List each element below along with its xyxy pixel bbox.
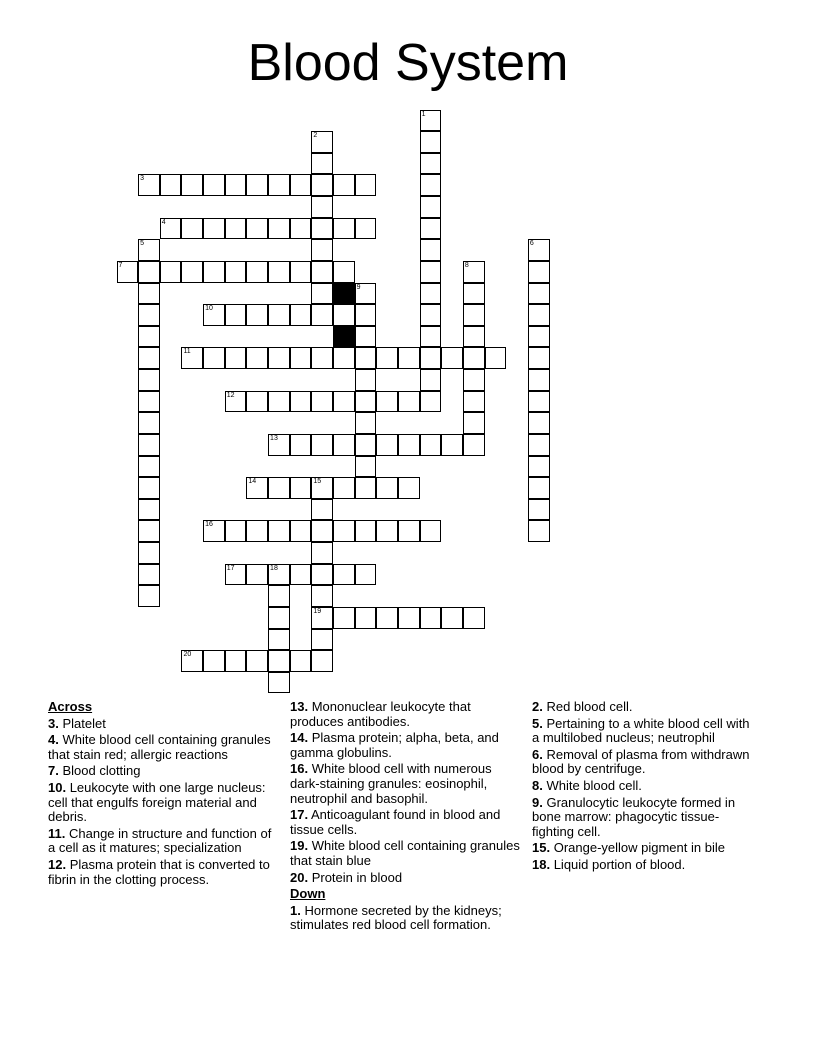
- grid-cell[interactable]: [311, 499, 333, 521]
- grid-cell[interactable]: [420, 239, 442, 261]
- clue-number: 19.: [290, 838, 309, 854]
- grid-cell[interactable]: [268, 477, 290, 499]
- grid-cell[interactable]: [420, 174, 442, 196]
- grid-cell[interactable]: [441, 347, 463, 369]
- across-clue: [290, 700, 522, 729]
- grid-cell[interactable]: [311, 434, 333, 456]
- cell-number: 18: [270, 564, 278, 572]
- clue-text: Pertaining to a white blood cell with a multilobed nucleus; neutrophil: [532, 715, 750, 746]
- clue-number: 7.: [48, 763, 59, 779]
- clue-text: White blood cell containing granules that stain blue: [290, 838, 520, 868]
- clue-number: 5.: [532, 715, 543, 731]
- grid-cell[interactable]: [246, 304, 268, 326]
- clue-text: Anticoagulant found in blood and tissue cells.: [290, 807, 501, 837]
- clue-number: 17.: [290, 807, 309, 823]
- grid-cell[interactable]: [268, 585, 290, 607]
- cell-number: 3: [140, 175, 145, 183]
- grid-cell[interactable]: [528, 261, 550, 283]
- grid-cell[interactable]: [181, 218, 203, 240]
- grid-cell[interactable]: [355, 326, 377, 348]
- clue-number: 16.: [290, 761, 309, 777]
- grid-cell[interactable]: [333, 607, 355, 629]
- clue-column-2: [290, 700, 522, 935]
- grid-cell[interactable]: [333, 218, 355, 240]
- clue-text: Change in structure and function of a cell as it matures; specialization: [48, 825, 272, 856]
- grid-cell[interactable]: [311, 153, 333, 175]
- grid-cell[interactable]: [268, 434, 290, 456]
- grid-cell[interactable]: [203, 650, 225, 672]
- clue-number: 4.: [48, 732, 59, 748]
- grid-cell[interactable]: [485, 347, 507, 369]
- grid-cell[interactable]: [268, 607, 290, 629]
- grid-cell[interactable]: [355, 607, 377, 629]
- grid-cell[interactable]: [420, 110, 442, 132]
- grid-cell[interactable]: [376, 434, 398, 456]
- grid-cell[interactable]: [528, 434, 550, 456]
- across-clue: [290, 871, 522, 886]
- grid-cell[interactable]: [463, 283, 485, 305]
- down-clue: [532, 717, 757, 746]
- grid-cell[interactable]: [420, 304, 442, 326]
- cell-number: 2: [313, 132, 318, 140]
- grid-cell[interactable]: [463, 607, 485, 629]
- grid-cell[interactable]: [138, 304, 160, 326]
- grid-cell[interactable]: [420, 434, 442, 456]
- cell-number: 8: [464, 261, 469, 269]
- grid-cell[interactable]: [376, 477, 398, 499]
- grid-cell[interactable]: [398, 391, 420, 413]
- cell-number: 13: [270, 434, 278, 442]
- grid-cell[interactable]: [528, 456, 550, 478]
- grid-cell[interactable]: [463, 261, 485, 283]
- grid-cell[interactable]: [203, 520, 225, 542]
- grid-cell[interactable]: [463, 326, 485, 348]
- grid-cell[interactable]: [355, 520, 377, 542]
- down-clue: [532, 796, 757, 840]
- grid-cell[interactable]: [290, 218, 312, 240]
- grid-cell[interactable]: [463, 304, 485, 326]
- grid-cell[interactable]: [333, 347, 355, 369]
- grid-cell[interactable]: [463, 369, 485, 391]
- grid-cell[interactable]: [138, 369, 160, 391]
- clue-text: Red blood cell.: [546, 699, 633, 714]
- grid-cell[interactable]: [225, 261, 247, 283]
- grid-cell[interactable]: [203, 261, 225, 283]
- grid-cell[interactable]: [398, 520, 420, 542]
- cell-number: 16: [205, 521, 213, 529]
- black-cell: [333, 283, 355, 305]
- across-clue: [290, 839, 522, 868]
- clue-number: 20.: [290, 869, 309, 885]
- grid-cell[interactable]: [290, 477, 312, 499]
- clue-number: 12.: [48, 856, 67, 872]
- grid-cell[interactable]: [181, 261, 203, 283]
- clue-number: 9.: [532, 794, 543, 810]
- grid-cell[interactable]: [333, 261, 355, 283]
- grid-cell[interactable]: [355, 412, 377, 434]
- grid-cell[interactable]: [246, 174, 268, 196]
- grid-cell[interactable]: [138, 499, 160, 521]
- clue-number: 14.: [290, 730, 309, 746]
- grid-cell[interactable]: [225, 174, 247, 196]
- grid-cell[interactable]: [528, 520, 550, 542]
- grid-cell[interactable]: [333, 174, 355, 196]
- grid-cell[interactable]: [420, 520, 442, 542]
- grid-cell[interactable]: [376, 391, 398, 413]
- down-clue: [532, 748, 757, 777]
- grid-cell[interactable]: [246, 347, 268, 369]
- grid-cell[interactable]: [160, 218, 182, 240]
- cell-number: 7: [118, 261, 123, 269]
- down-clue: [532, 858, 757, 873]
- clue-text: White blood cell with numerous dark-staining granules: eosinophil, neutrophil and basophil.: [290, 761, 492, 806]
- grid-cell[interactable]: [225, 391, 247, 413]
- cell-number: 11: [183, 348, 191, 356]
- cell-number: 6: [529, 240, 534, 248]
- grid-cell[interactable]: [311, 196, 333, 218]
- grid-cell[interactable]: [528, 326, 550, 348]
- cell-number: 14: [248, 478, 257, 486]
- across-clue: [290, 731, 522, 760]
- clue-text: Granulocytic leukocyte formed in bone marrow: phagocytic tissue-fighting cell.: [532, 794, 736, 839]
- grid-cell[interactable]: [441, 434, 463, 456]
- cell-number: 19: [313, 607, 322, 615]
- grid-cell[interactable]: [138, 456, 160, 478]
- grid-cell[interactable]: [420, 326, 442, 348]
- grid-cell[interactable]: [246, 520, 268, 542]
- grid-cell[interactable]: [311, 391, 333, 413]
- grid-cell[interactable]: [355, 456, 377, 478]
- grid-cell[interactable]: [311, 607, 333, 629]
- grid-cell[interactable]: [138, 434, 160, 456]
- grid-cell[interactable]: [138, 542, 160, 564]
- down-heading: Down: [290, 886, 326, 902]
- grid-cell[interactable]: [181, 174, 203, 196]
- clue-number: 1.: [290, 902, 301, 918]
- cell-number: 1: [421, 110, 426, 118]
- clue-text: Hormone secreted by the kidneys; stimulates red blood cell formation.: [290, 902, 502, 933]
- cell-number: 4: [161, 218, 166, 226]
- grid-cell[interactable]: [420, 196, 442, 218]
- grid-cell[interactable]: [311, 650, 333, 672]
- grid-cell[interactable]: [225, 304, 247, 326]
- black-cell: [333, 326, 355, 348]
- grid-cell[interactable]: [528, 477, 550, 499]
- clue-text: Orange-yellow pigment in bile: [553, 840, 725, 856]
- grid-cell[interactable]: [463, 412, 485, 434]
- grid-cell[interactable]: [528, 369, 550, 391]
- grid-cell[interactable]: [246, 218, 268, 240]
- grid-cell[interactable]: [420, 283, 442, 305]
- grid-cell[interactable]: [268, 261, 290, 283]
- grid-cell[interactable]: [203, 218, 225, 240]
- grid-cell[interactable]: [138, 174, 160, 196]
- grid-cell[interactable]: [268, 391, 290, 413]
- grid-cell[interactable]: [420, 261, 442, 283]
- grid-cell[interactable]: [420, 607, 442, 629]
- grid-cell[interactable]: [311, 261, 333, 283]
- grid-cell[interactable]: [311, 218, 333, 240]
- grid-cell[interactable]: [333, 434, 355, 456]
- grid-cell[interactable]: [138, 261, 160, 283]
- clue-text: Protein in blood: [311, 869, 403, 885]
- grid-cell[interactable]: [290, 434, 312, 456]
- grid-cell[interactable]: [203, 174, 225, 196]
- grid-cell[interactable]: [311, 131, 333, 153]
- grid-cell[interactable]: [290, 520, 312, 542]
- grid-cell[interactable]: [160, 174, 182, 196]
- grid-cell[interactable]: [355, 391, 377, 413]
- clue-text: Liquid portion of blood.: [553, 856, 686, 872]
- grid-cell[interactable]: [311, 629, 333, 651]
- grid-cell[interactable]: [268, 650, 290, 672]
- grid-cell[interactable]: [420, 218, 442, 240]
- across-clue: [48, 733, 273, 762]
- grid-cell[interactable]: [333, 564, 355, 586]
- grid-cell[interactable]: [333, 391, 355, 413]
- grid-cell[interactable]: [376, 520, 398, 542]
- grid-cell[interactable]: [355, 347, 377, 369]
- grid-cell[interactable]: [268, 347, 290, 369]
- grid-cell[interactable]: [311, 347, 333, 369]
- grid-cell[interactable]: [311, 239, 333, 261]
- grid-cell[interactable]: [311, 304, 333, 326]
- grid-cell[interactable]: [355, 477, 377, 499]
- clue-text: Leukocyte with one large nucleus: cell that engulfs foreign material and debris.: [48, 779, 266, 825]
- cell-number: 12: [226, 391, 235, 399]
- grid-cell[interactable]: [290, 347, 312, 369]
- clue-number: 11.: [48, 825, 66, 841]
- grid-cell[interactable]: [376, 347, 398, 369]
- grid-cell[interactable]: [246, 261, 268, 283]
- cell-number: 15: [313, 478, 322, 486]
- grid-cell[interactable]: [138, 412, 160, 434]
- grid-cell[interactable]: [268, 174, 290, 196]
- across-clue: [48, 764, 273, 779]
- grid-cell[interactable]: [138, 585, 160, 607]
- grid-cell[interactable]: [311, 564, 333, 586]
- grid-cell[interactable]: [246, 564, 268, 586]
- grid-cell[interactable]: [290, 304, 312, 326]
- grid-cell[interactable]: [355, 304, 377, 326]
- grid-cell[interactable]: [290, 391, 312, 413]
- clue-text: Plasma protein that is converted to fibrin in the clotting process.: [48, 856, 270, 887]
- across-clue: [48, 827, 273, 856]
- across-clue: [290, 808, 522, 837]
- grid-cell[interactable]: [355, 369, 377, 391]
- clue-column-1: [48, 700, 273, 889]
- grid-cell[interactable]: [138, 520, 160, 542]
- across-clue: [48, 781, 273, 825]
- grid-cell[interactable]: [441, 607, 463, 629]
- grid-cell[interactable]: [463, 391, 485, 413]
- clue-text: White blood cell.: [546, 777, 642, 793]
- grid-cell[interactable]: [528, 499, 550, 521]
- grid-cell[interactable]: [290, 564, 312, 586]
- clue-number: 15.: [532, 840, 551, 856]
- grid-cell[interactable]: [138, 239, 160, 261]
- page-title: Blood System: [247, 34, 569, 92]
- grid-cell[interactable]: [420, 391, 442, 413]
- grid-cell[interactable]: [225, 564, 247, 586]
- grid-cell[interactable]: [355, 174, 377, 196]
- grid-cell[interactable]: [138, 477, 160, 499]
- grid-cell[interactable]: [528, 347, 550, 369]
- grid-cell[interactable]: [528, 412, 550, 434]
- grid-cell[interactable]: [290, 650, 312, 672]
- grid-cell[interactable]: [355, 564, 377, 586]
- grid-cell[interactable]: [225, 218, 247, 240]
- grid-cell[interactable]: [333, 304, 355, 326]
- clue-number: 2.: [532, 699, 543, 714]
- across-clue: [48, 858, 273, 887]
- clue-text: White blood cell containing granules that stain red; allergic reactions: [48, 732, 271, 762]
- grid-cell[interactable]: [225, 650, 247, 672]
- grid-cell[interactable]: [420, 369, 442, 391]
- down-clue: [532, 841, 757, 856]
- grid-cell[interactable]: [311, 520, 333, 542]
- grid-cell[interactable]: [138, 283, 160, 305]
- cell-number: 20: [183, 651, 192, 659]
- grid-cell[interactable]: [268, 520, 290, 542]
- down-clue: [532, 779, 757, 794]
- grid-cell[interactable]: [376, 607, 398, 629]
- grid-cell[interactable]: [225, 347, 247, 369]
- grid-cell[interactable]: [333, 520, 355, 542]
- grid-cell[interactable]: [398, 434, 420, 456]
- grid-cell[interactable]: [311, 174, 333, 196]
- clue-number: 6.: [532, 746, 543, 762]
- grid-cell[interactable]: [268, 672, 290, 694]
- grid-cell[interactable]: [290, 261, 312, 283]
- clue-number: 13.: [290, 699, 309, 714]
- grid-cell[interactable]: [311, 477, 333, 499]
- grid-cell[interactable]: [138, 564, 160, 586]
- grid-cell[interactable]: [355, 218, 377, 240]
- grid-cell[interactable]: [311, 542, 333, 564]
- clue-number: 8.: [532, 777, 543, 793]
- clue-number: 18.: [532, 856, 551, 872]
- grid-cell[interactable]: [463, 347, 485, 369]
- grid-cell[interactable]: [246, 650, 268, 672]
- clue-text: Blood clotting: [62, 763, 141, 779]
- clue-text: Removal of plasma from withdrawn blood by centrifuge.: [532, 746, 750, 777]
- grid-cell[interactable]: [225, 520, 247, 542]
- grid-cell[interactable]: [355, 434, 377, 456]
- grid-cell[interactable]: [290, 174, 312, 196]
- down-clue: [290, 904, 522, 933]
- clue-number: 10.: [48, 779, 67, 795]
- cell-number: 17: [226, 564, 235, 572]
- grid-cell[interactable]: [203, 347, 225, 369]
- grid-cell[interactable]: [246, 477, 268, 499]
- grid-cell[interactable]: [138, 347, 160, 369]
- grid-cell[interactable]: [117, 261, 139, 283]
- grid-cell[interactable]: [528, 304, 550, 326]
- grid-cell[interactable]: [528, 391, 550, 413]
- grid-cell[interactable]: [138, 391, 160, 413]
- across-clue: [48, 717, 273, 732]
- across-heading: Across: [48, 699, 93, 714]
- grid-cell[interactable]: [138, 326, 160, 348]
- cell-number: 9: [356, 283, 361, 291]
- cell-number: 5: [140, 240, 145, 248]
- grid-cell[interactable]: [420, 347, 442, 369]
- grid-cell[interactable]: [333, 477, 355, 499]
- grid-cell[interactable]: [181, 347, 203, 369]
- grid-cell[interactable]: [268, 218, 290, 240]
- grid-cell[interactable]: [398, 607, 420, 629]
- grid-cell[interactable]: [420, 131, 442, 153]
- clue-text: Plasma protein; alpha, beta, and gamma globulins.: [290, 730, 499, 760]
- grid-cell[interactable]: [398, 477, 420, 499]
- cell-number: 10: [205, 305, 213, 313]
- grid-cell[interactable]: [528, 239, 550, 261]
- grid-cell[interactable]: [355, 283, 377, 305]
- grid-cell[interactable]: [463, 434, 485, 456]
- down-clue: [532, 700, 757, 715]
- grid-cell[interactable]: [528, 283, 550, 305]
- grid-cell[interactable]: [268, 304, 290, 326]
- grid-cell[interactable]: [420, 153, 442, 175]
- grid-cell[interactable]: [160, 261, 182, 283]
- grid-cell[interactable]: [311, 283, 333, 305]
- grid-cell[interactable]: [398, 347, 420, 369]
- grid-cell[interactable]: [311, 585, 333, 607]
- clue-text: Mononuclear leukocyte that produces antibodies.: [290, 699, 471, 729]
- grid-cell[interactable]: [203, 304, 225, 326]
- clue-number: 3.: [48, 715, 59, 731]
- clue-text: Platelet: [62, 715, 106, 731]
- across-clue: [290, 762, 522, 806]
- grid-cell[interactable]: [246, 391, 268, 413]
- clue-column-3: [532, 700, 757, 875]
- grid-cell[interactable]: [268, 564, 290, 586]
- grid-cell[interactable]: [268, 629, 290, 651]
- grid-cell[interactable]: [181, 650, 203, 672]
